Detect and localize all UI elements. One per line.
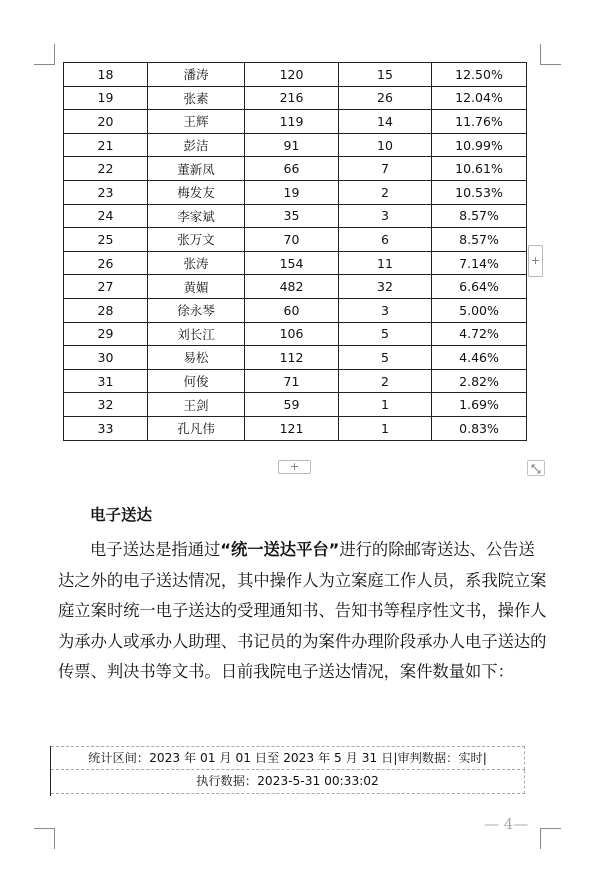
name-cell: 潘涛 (148, 63, 245, 87)
total-cell: 120 (245, 63, 339, 87)
table-row (64, 133, 527, 157)
table-row (64, 228, 527, 252)
name-cell: 易松 (148, 346, 245, 370)
page-number: — 4— (484, 815, 529, 833)
electronic-cell: 10 (339, 133, 432, 157)
electronic-cell: 7 (339, 157, 432, 181)
total-cell: 121 (245, 416, 339, 440)
table-row (64, 322, 527, 346)
table-row (64, 63, 527, 87)
crop-mark-top-right (540, 44, 561, 65)
paragraph-text-rest: 进行的除邮寄送达、公告送达之外的电子送达情况，其中操作人为立案庭工作人员，系我院立案庭立案时统一电子送达的受理通知书、告知书等程序性文书，操作人为承办人或承办人助理、书记员的为案件办理阶段承办人电子送达的传票、判决书等文书。日前我院电子送达情况，案件数量如下： (58, 540, 547, 682)
rank-cell: 28 (64, 298, 148, 322)
electronic-cell: 2 (339, 180, 432, 204)
rank-cell: 32 (64, 393, 148, 417)
stats-info-box (50, 746, 525, 796)
name-cell: 徐永琴 (148, 298, 245, 322)
electronic-cell: 26 (339, 86, 432, 110)
rate-cell: 8.57% (432, 204, 527, 228)
body-paragraph (58, 535, 548, 688)
rate-cell: 4.46% (432, 346, 527, 370)
name-cell: 李家斌 (148, 204, 245, 228)
electronic-cell: 1 (339, 416, 432, 440)
table-row (64, 275, 527, 299)
rank-cell: 21 (64, 133, 148, 157)
electronic-cell: 5 (339, 346, 432, 370)
total-cell: 70 (245, 228, 339, 252)
rank-cell: 30 (64, 346, 148, 370)
name-cell: 何俊 (148, 369, 245, 393)
total-cell: 60 (245, 298, 339, 322)
rank-cell: 19 (64, 86, 148, 110)
table-row (64, 86, 527, 110)
table-row (64, 204, 527, 228)
add-column-button[interactable]: + (528, 245, 543, 277)
total-cell: 106 (245, 322, 339, 346)
resize-arrows-icon (528, 462, 544, 476)
name-cell: 黄媚 (148, 275, 245, 299)
paragraph-text-start: 电子送达是指通过 (90, 540, 221, 559)
total-cell: 35 (245, 204, 339, 228)
rate-cell: 2.82% (432, 369, 527, 393)
rank-cell: 23 (64, 180, 148, 204)
name-cell: 梅发友 (148, 180, 245, 204)
total-cell: 66 (245, 157, 339, 181)
total-cell: 71 (245, 369, 339, 393)
name-cell: 孔凡伟 (148, 416, 245, 440)
electronic-cell: 5 (339, 322, 432, 346)
rate-cell: 10.53% (432, 180, 527, 204)
table-row (64, 110, 527, 134)
table-row (64, 251, 527, 275)
electronic-cell: 14 (339, 110, 432, 134)
name-cell: 王剑 (148, 393, 245, 417)
rate-cell: 5.00% (432, 298, 527, 322)
rank-cell: 27 (64, 275, 148, 299)
crop-mark-bottom-right (540, 828, 561, 849)
rate-cell: 7.14% (432, 251, 527, 275)
electronic-cell: 2 (339, 369, 432, 393)
total-cell: 216 (245, 86, 339, 110)
table-row (64, 180, 527, 204)
section-heading: 电子送达 (90, 506, 153, 524)
name-cell: 张涛 (148, 251, 245, 275)
table-row (64, 416, 527, 440)
total-cell: 91 (245, 133, 339, 157)
name-cell: 彭洁 (148, 133, 245, 157)
table-row (64, 369, 527, 393)
electronic-cell: 11 (339, 251, 432, 275)
platform-name: “统一送达平台” (220, 540, 340, 559)
rank-cell: 33 (64, 416, 148, 440)
rate-cell: 1.69% (432, 393, 527, 417)
electronic-cell: 6 (339, 228, 432, 252)
rate-cell: 8.57% (432, 228, 527, 252)
electronic-cell: 15 (339, 63, 432, 87)
table-row (64, 157, 527, 181)
rank-cell: 26 (64, 251, 148, 275)
rate-cell: 10.61% (432, 157, 527, 181)
rate-cell: 6.64% (432, 275, 527, 299)
table-row (64, 346, 527, 370)
name-cell: 张素 (148, 86, 245, 110)
name-cell: 董新凤 (148, 157, 245, 181)
table-body (64, 63, 527, 441)
rank-cell: 18 (64, 63, 148, 87)
rate-cell: 12.50% (432, 63, 527, 87)
rate-cell: 10.99% (432, 133, 527, 157)
rate-cell: 0.83% (432, 416, 527, 440)
rank-cell: 25 (64, 228, 148, 252)
table-row (64, 393, 527, 417)
service-stats-table (63, 62, 527, 441)
electronic-cell: 3 (339, 204, 432, 228)
total-cell: 119 (245, 110, 339, 134)
name-cell: 王辉 (148, 110, 245, 134)
crop-mark-top-left (34, 44, 55, 65)
rate-cell: 12.04% (432, 86, 527, 110)
name-cell: 张万文 (148, 228, 245, 252)
total-cell: 19 (245, 180, 339, 204)
info-period-row: 统计区间：2023 年 01 月 01 日至 2023 年 5 月 31 日|审判数据：实时| (51, 746, 525, 770)
rate-cell: 11.76% (432, 110, 527, 134)
total-cell: 482 (245, 275, 339, 299)
rank-cell: 20 (64, 110, 148, 134)
rate-cell: 4.72% (432, 322, 527, 346)
rank-cell: 24 (64, 204, 148, 228)
rank-cell: 22 (64, 157, 148, 181)
rank-cell: 29 (64, 322, 148, 346)
electronic-cell: 3 (339, 298, 432, 322)
rank-cell: 31 (64, 369, 148, 393)
crop-mark-bottom-left (34, 828, 55, 849)
total-cell: 112 (245, 346, 339, 370)
total-cell: 154 (245, 251, 339, 275)
name-cell: 刘长江 (148, 322, 245, 346)
table-row (64, 298, 527, 322)
table-resize-handle[interactable] (527, 460, 545, 476)
info-exec-row: 执行数据：2023-5-31 00:33:02 (51, 770, 525, 794)
electronic-cell: 1 (339, 393, 432, 417)
total-cell: 59 (245, 393, 339, 417)
electronic-cell: 32 (339, 275, 432, 299)
add-row-button[interactable]: + (278, 460, 311, 474)
